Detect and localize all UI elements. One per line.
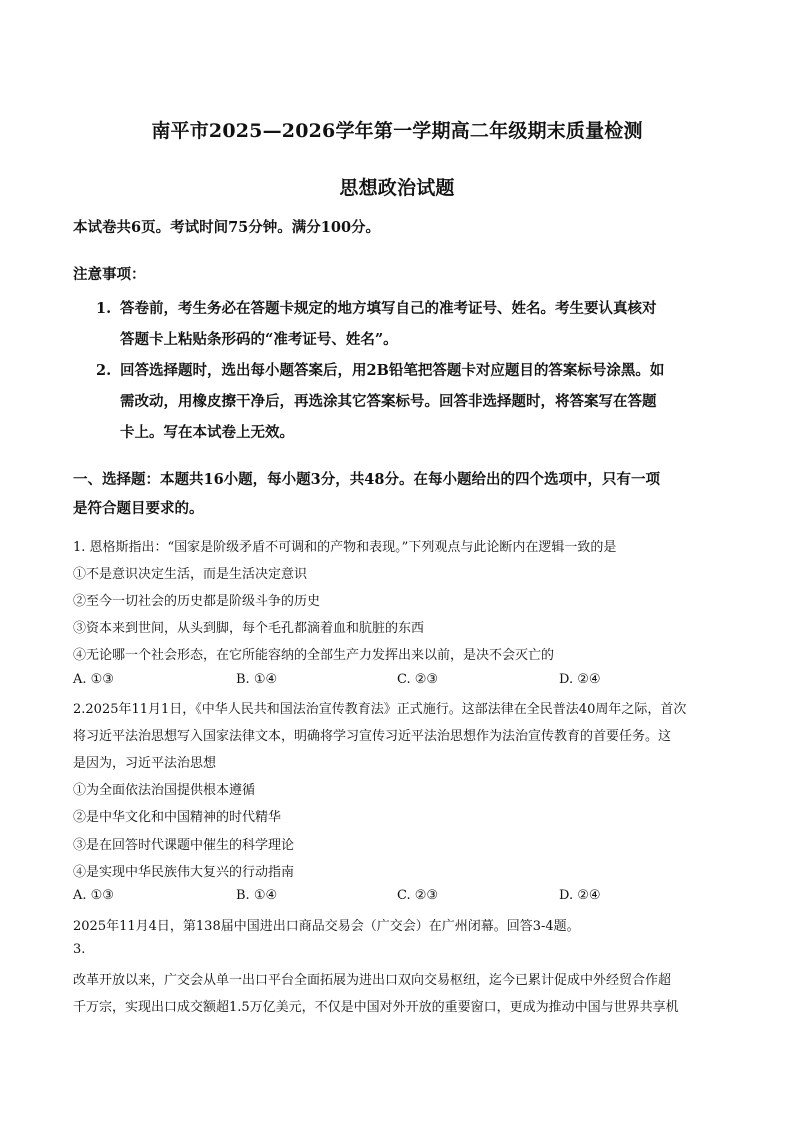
question-2-options (73, 888, 673, 906)
note-item-2 (96, 355, 726, 448)
section-heading-line: 一、选择题：本题共16小题，每小题3分，共48分。在每小题给出的四个选项中，只有一项 (73, 471, 660, 488)
note-number: 1. (96, 300, 112, 317)
option-d: D. ②④ (559, 888, 601, 903)
question-2-statement: ③是在回答时代课题中催生的科学理论 (73, 838, 295, 853)
option-b: B. ①④ (236, 888, 278, 903)
option-c: C. ②③ (397, 888, 439, 903)
note-text: 卡上。写在本试卷上无效。 (120, 424, 294, 441)
question-2-statement: ④是实现中华民族伟大复兴的行动指南 (73, 865, 295, 880)
question-1-statement: ②至今一切社会的历史都是阶级斗争的历史 (73, 594, 321, 609)
option-d: D. ②④ (559, 672, 601, 687)
option-a: A. ①③ (73, 888, 114, 903)
question-3-text: 改革开放以来，广交会从单一出口平台全面拓展为进出口双向交易枢纽，迄今已累计促成中外经贸合作超 (73, 973, 672, 988)
note-text: 答题卡上粘贴条形码的“准考证号、姓名”。 (120, 331, 398, 348)
notes-heading: 注意事项： (73, 266, 146, 283)
question-1-statement: ③资本来到世间，从头到脚，每个毛孔都滴着血和肮脏的东西 (73, 621, 425, 636)
exam-subject-title: 思想政治试题 (339, 177, 455, 199)
question-3-4-intro: 2025年11月4日，第138届中国进出口商品交易会（广交会）在广州闭幕。回答3-4题。 (73, 919, 580, 934)
exam-info: 本试卷共6页。考试时间75分钟。满分100分。 (73, 219, 381, 236)
section-heading (73, 465, 723, 523)
option-a: A. ①③ (73, 672, 114, 687)
question-1-stem: 1. 恩格斯指出：“国家是阶级矛盾不可调和的产物和表现。”下列观点与此论断内在逻辑一致的是 (73, 540, 617, 555)
question-2-statement: ①为全面依法治国提供根本遵循 (73, 783, 256, 798)
question-2-stem: 是因为，习近平法治思想 (73, 756, 217, 771)
question-2-statement: ②是中华文化和中国精神的时代精华 (73, 810, 282, 825)
note-text: 回答选择题时，选出每小题答案后，用2B铅笔把答题卡对应题目的答案标号涂黑。如 (120, 362, 665, 379)
question-2-stem: 2.2025年11月1日，《中华人民共和国法治宣传教育法》正式施行。这部法律在全民普法40周年之际，首次 (73, 702, 687, 717)
question-1-options (73, 672, 673, 690)
option-b: B. ①④ (236, 672, 278, 687)
exam-title: 南平市2025—2026学年第一学期高二年级期末质量检测 (151, 120, 643, 142)
section-heading-line: 是符合题目要求的。 (73, 500, 204, 517)
option-c: C. ②③ (397, 672, 439, 687)
question-2-stem: 将习近平法治思想写入国家法律文本，明确将学习宣传习近平法治思想作为法治宣传教育的首要任务。这 (73, 729, 672, 744)
note-number: 2. (96, 362, 112, 379)
question-3-text: 千万宗，实现出口成交额超1.5万亿美元，不仅是中国对外开放的重要窗口，更成为推动中国与世界共享机 (73, 1000, 679, 1015)
question-1-statement: ④无论哪一个社会形态，在它所能容纳的全部生产力发挥出来以前，是决不会灭亡的 (73, 648, 555, 663)
note-text: 需改动，用橡皮擦干净后，再选涂其它答案标号。回答非选择题时，将答案写在答题 (120, 393, 657, 410)
note-item-1 (96, 293, 726, 355)
question-1-statement: ①不是意识决定生活，而是生活决定意识 (73, 567, 308, 582)
note-text: 答卷前，考生务必在答题卡规定的地方填写自己的准考证号、姓名。考生要认真核对 (120, 300, 657, 317)
question-3-number: 3. (73, 942, 86, 957)
